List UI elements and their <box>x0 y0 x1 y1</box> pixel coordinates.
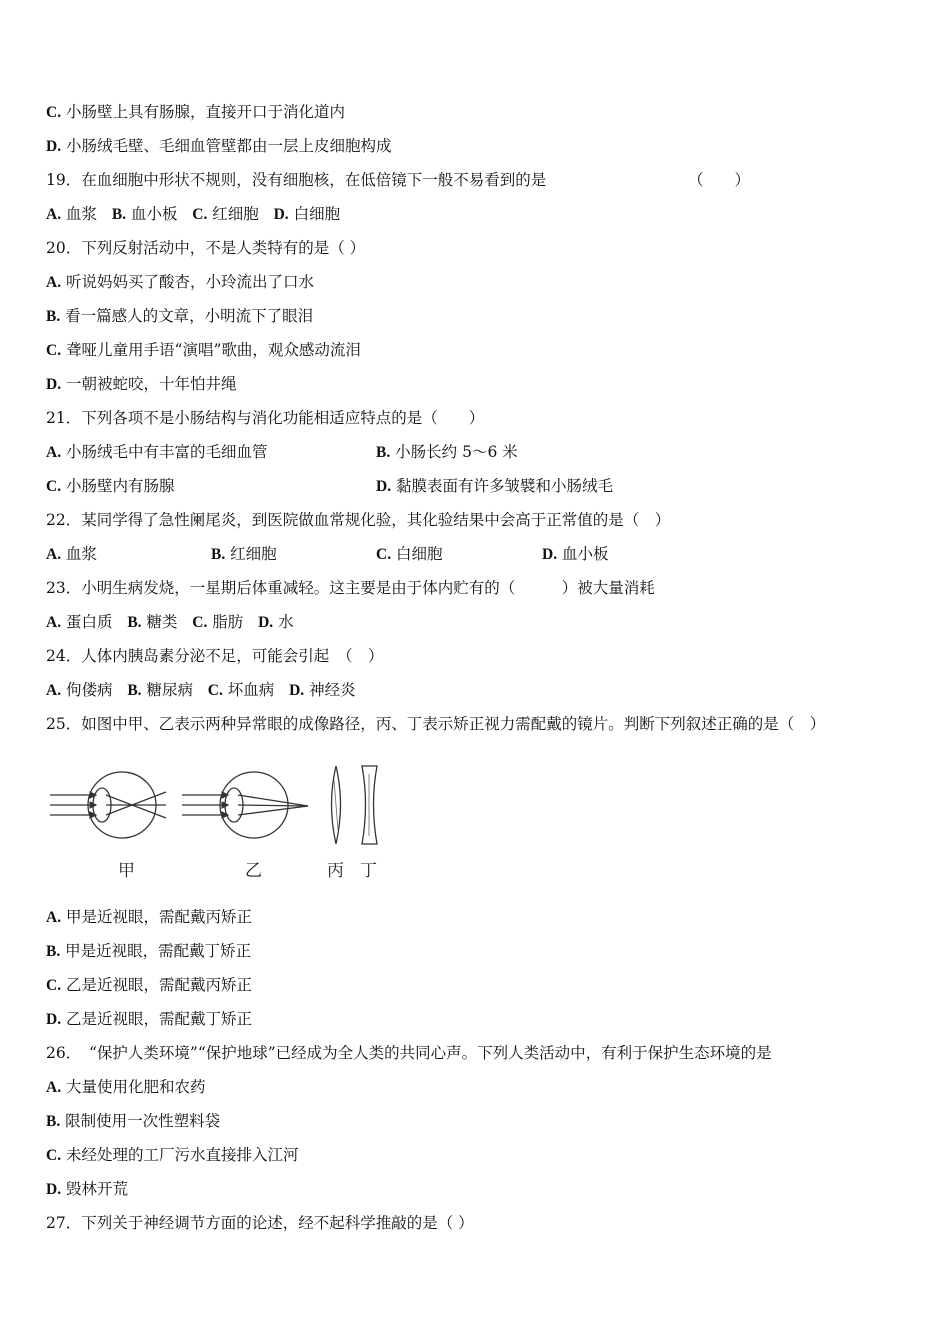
option-b: B. 看一篇感人的文章，小明流下了眼泪 <box>46 307 314 325</box>
option-d: D. 乙是近视眼，需配戴丁矫正 <box>46 1010 253 1028</box>
option-a: A. 甲是近视眼，需配戴丙矫正 <box>46 908 253 926</box>
question-27: 27．下列关于神经调节方面的论述，经不起科学推敲的是（ ） <box>46 1214 474 1232</box>
eye-jia-diagram <box>50 772 166 838</box>
eye-yi-diagram <box>182 772 308 838</box>
option-c: C. 聋哑儿童用手语“演唱”歌曲，观众感动流泪 <box>46 341 361 359</box>
option-d: D. 血小板 <box>542 545 609 563</box>
option-d: D. 一朝被蛇咬，十年怕井绳 <box>46 375 237 393</box>
question-23: 23．小明生病发烧，一星期后体重减轻。这主要是由于体内贮有的（ ）被大量消耗 <box>46 579 655 597</box>
question-19-options: A. 血浆 B. 血小板 C. 红细胞 D. 白细胞 <box>46 205 341 223</box>
eye-lens-figure <box>46 760 396 888</box>
question-21: 21．下列各项不是小肠结构与消化功能相适应特点的是（ ） <box>46 409 485 427</box>
question-23-options: A. 蛋白质 B. 糖类 C. 脂肪 D. 水 <box>46 613 294 631</box>
question-24-options: A. 佝偻病 B. 糖尿病 C. 坏血病 D. 神经炎 <box>46 681 356 699</box>
option-c: C. 未经处理的工厂污水直接排入江河 <box>46 1146 299 1164</box>
option-a: A. 小肠绒毛中有丰富的毛细血管 <box>46 443 268 461</box>
option-line: D. 小肠绒毛壁、毛细血管壁都由一层上皮细胞构成 <box>46 137 392 155</box>
label-jia: 甲 <box>118 861 135 881</box>
label-bing: 丙 <box>327 861 344 881</box>
question-26: 26． “保护人类环境”“保护地球”已经成为全人类的共同心声。下列人类活动中，有利于保护生态环境的是 <box>46 1044 772 1062</box>
option-c: C. 小肠壁内有肠腺 <box>46 477 175 495</box>
question-19: 19．在血细胞中形状不规则，没有细胞核，在低倍镜下一般不易看到的是 <box>46 171 547 189</box>
option-a: A. 大量使用化肥和农药 <box>46 1078 206 1096</box>
option-b: B. 红细胞 <box>211 545 277 563</box>
label-yi: 乙 <box>245 861 262 881</box>
concave-lens-ding <box>362 766 377 844</box>
option-d: D. 毁林开荒 <box>46 1180 129 1198</box>
option-b: B. 限制使用一次性塑料袋 <box>46 1112 221 1130</box>
option-b: B. 甲是近视眼，需配戴丁矫正 <box>46 942 252 960</box>
option-c: C. 白细胞 <box>376 545 443 563</box>
option-a: A. 血浆 <box>46 545 98 563</box>
question-22: 22．某同学得了急性阑尾炎，到医院做血常规化验，其化验结果中会高于正常值的是（ ） <box>46 511 671 529</box>
option-a: A. 听说妈妈买了酸杏，小玲流出了口水 <box>46 273 315 291</box>
question-25: 25．如图中甲、乙表示两种异常眼的成像路径，丙、丁表示矫正视力需配戴的镜片。判断下列叙述正确的是（ ） <box>46 715 826 733</box>
label-ding: 丁 <box>360 861 377 881</box>
answer-paren: （ ） <box>688 171 751 189</box>
option-d: D. 黏膜表面有许多皱襞和小肠绒毛 <box>376 477 614 495</box>
option-b: B. 小肠长约 5～6 米 <box>376 443 518 461</box>
option-line: C. 小肠壁上具有肠腺，直接开口于消化道内 <box>46 103 346 121</box>
option-c: C. 乙是近视眼，需配戴丙矫正 <box>46 976 253 994</box>
question-24: 24．人体内胰岛素分泌不足，可能会引起 （ ） <box>46 647 384 665</box>
question-20: 20．下列反射活动中，不是人类特有的是（ ） <box>46 239 366 257</box>
